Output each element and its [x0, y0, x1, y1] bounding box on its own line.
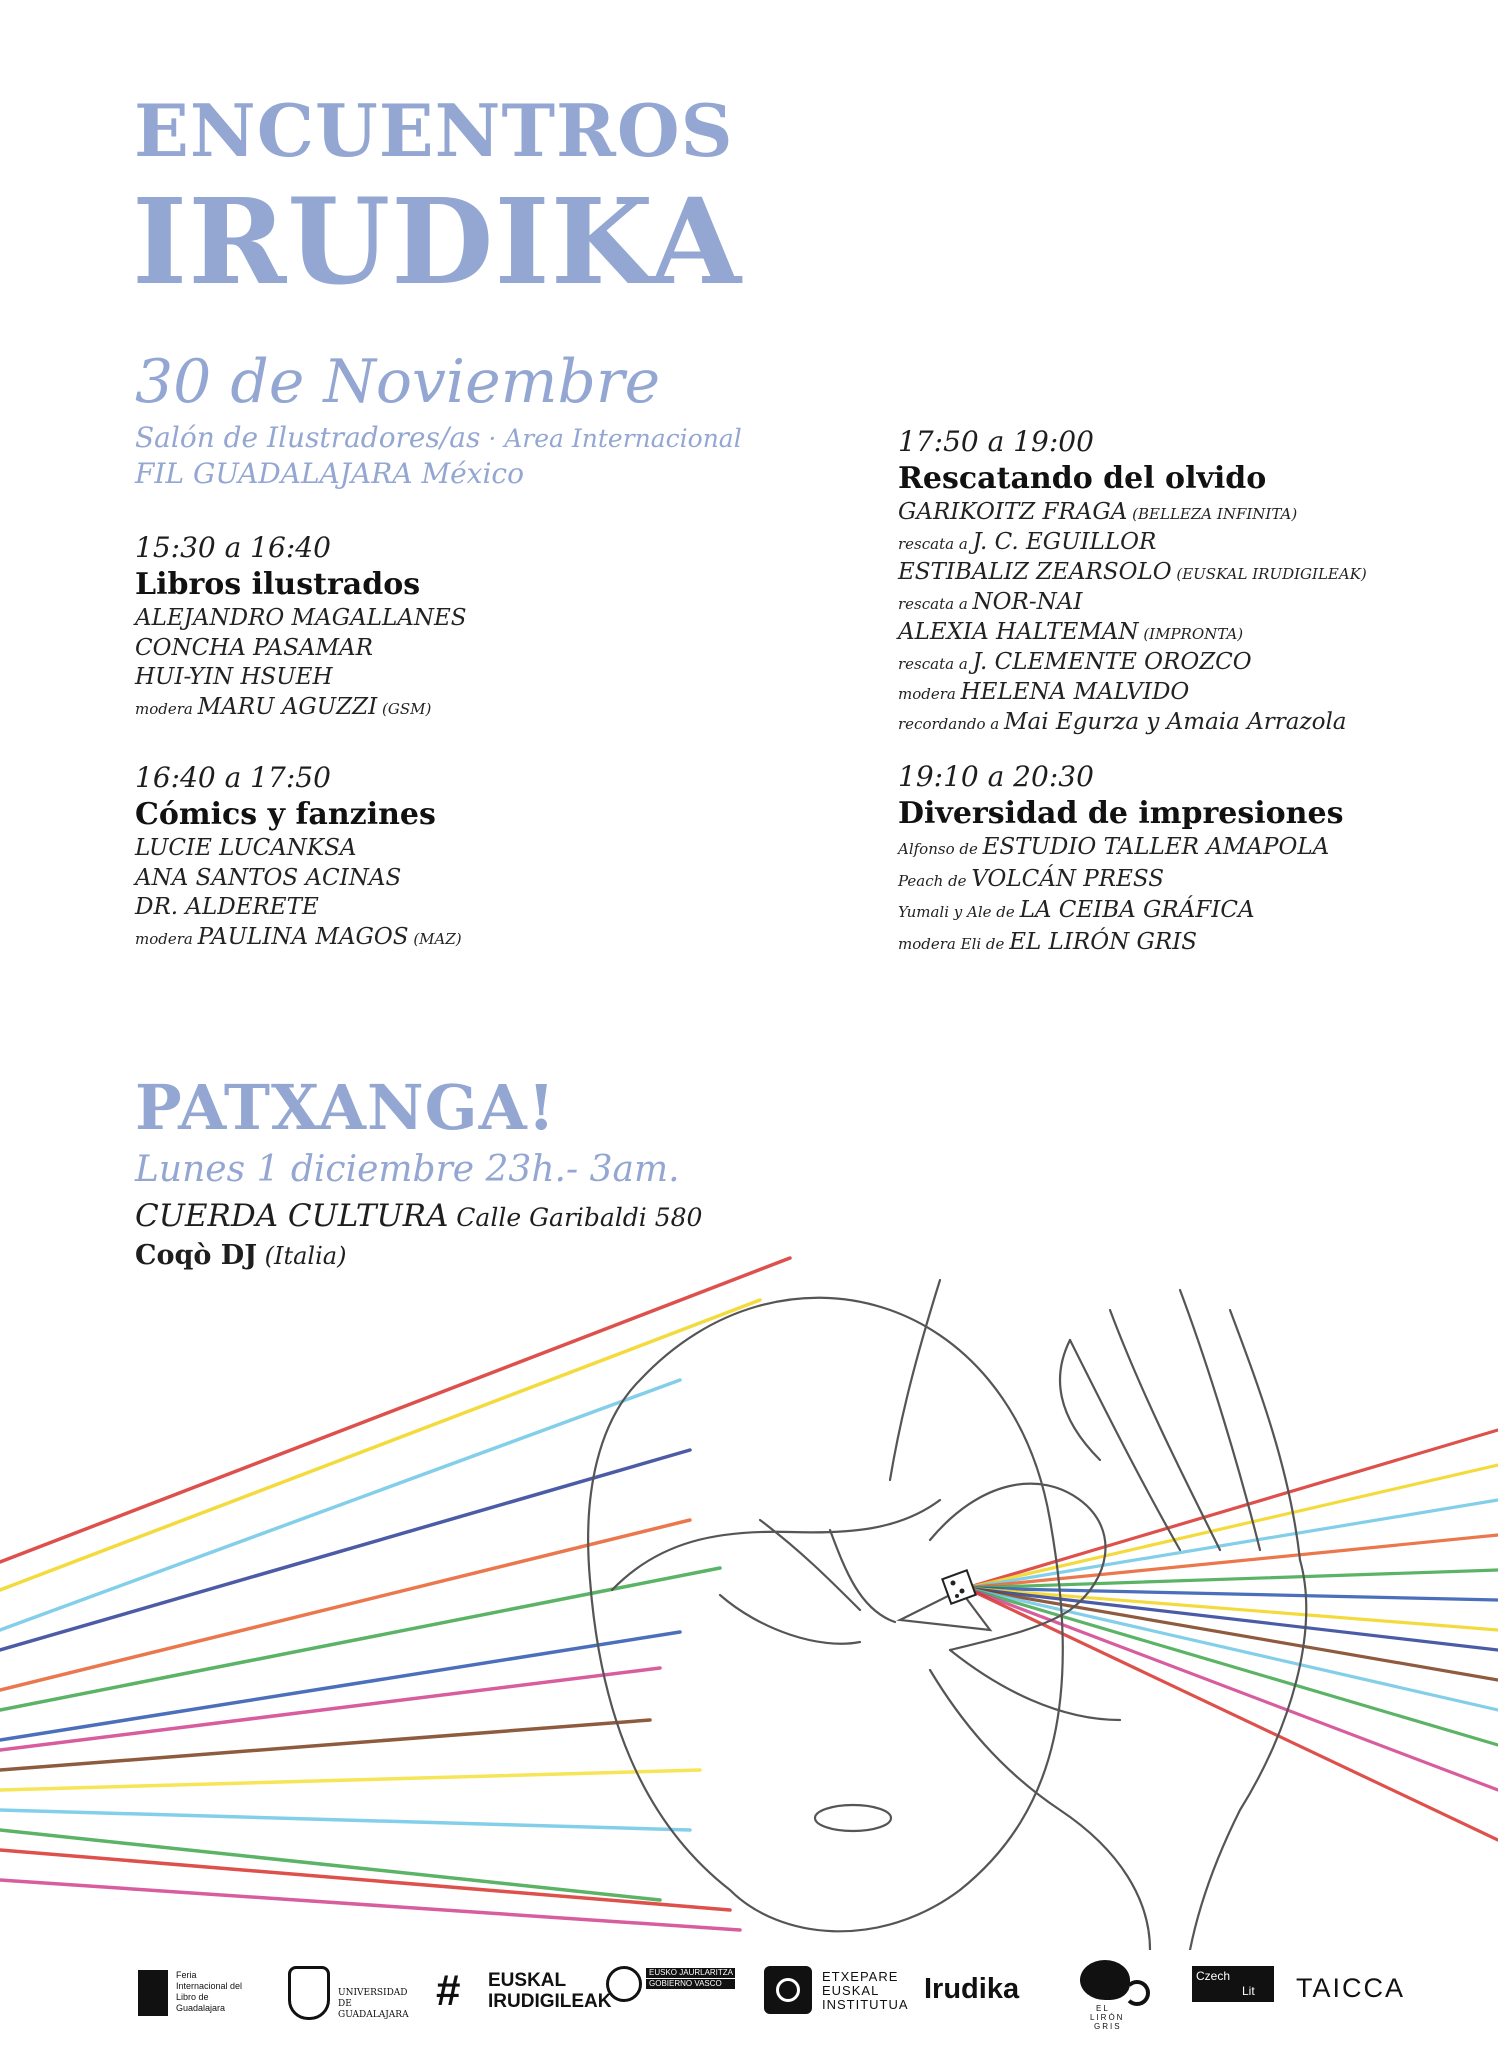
list-item: recordando a Mai Egurza y Amaia Arrazola	[898, 709, 1347, 735]
list-item: ANA SANTOS ACINAS	[135, 864, 402, 891]
list-item: CONCHA PASAMAR	[135, 634, 373, 661]
party-dj: Coqò DJ (Italia)	[135, 1240, 347, 1271]
session-diversidad	[898, 759, 1343, 959]
logo-irudika: Irudika	[924, 1973, 1020, 2005]
color-ray	[0, 1850, 730, 1910]
color-ray	[966, 1588, 1498, 1710]
list-item: rescata a J. CLEMENTE OROZCO	[898, 649, 1252, 675]
session-time: 15:30 a 16:40	[135, 531, 331, 564]
color-ray	[0, 1520, 690, 1690]
face-illustration	[0, 1250, 1498, 1950]
list-item: DR. ALDERETE	[135, 894, 319, 920]
color-ray	[966, 1588, 1498, 1840]
list-item: LUCIE LUCANKSA	[135, 835, 357, 861]
color-rays-right	[966, 1430, 1498, 1840]
title-line-2: IRUDIKA	[132, 172, 743, 311]
event-date: 30 de Noviembre	[135, 347, 661, 417]
session-libros	[135, 530, 467, 724]
list-item: modera HELENA MALVIDO	[898, 679, 1190, 705]
party-title: PATXANGA!	[135, 1071, 556, 1144]
list-item: HUI-YIN HSUEH	[135, 664, 333, 690]
party-when: Lunes 1 diciembre 23h.- 3am.	[135, 1149, 680, 1190]
color-ray	[0, 1770, 700, 1790]
title-line-1: ENCUENTROS	[134, 88, 734, 173]
party-place: CUERDA CULTURA Calle Garibaldi 580	[135, 1198, 703, 1234]
venue-line	[135, 420, 742, 457]
session-time: 19:10 a 20:30	[898, 760, 1094, 793]
color-ray	[0, 1880, 740, 1930]
session-comics	[135, 760, 462, 954]
list-item: rescata a J. C. EGUILLOR	[898, 529, 1157, 555]
list-item: modera PAULINA MAGOS (MAZ)	[135, 923, 462, 950]
color-ray	[0, 1830, 660, 1900]
session-title: Cómics y fanzines	[135, 797, 436, 832]
color-ray	[966, 1430, 1498, 1588]
venue-fair: FIL GUADALAJARA México	[135, 457, 524, 490]
color-ray	[0, 1380, 680, 1630]
list-item: ALEXIA HALTEMAN (IMPRONTA)	[898, 619, 1244, 645]
session-title: Libros ilustrados	[135, 567, 421, 602]
color-ray	[0, 1668, 660, 1750]
color-ray	[0, 1810, 690, 1830]
list-item: Yumali y Ale de LA CEIBA GRÁFICA	[898, 897, 1255, 923]
session-title: Diversidad de impresiones	[898, 796, 1344, 831]
list-item: ESTIBALIZ ZEARSOLO (EUSKAL IRUDIGILEAK)	[898, 559, 1367, 585]
color-ray	[0, 1258, 790, 1562]
session-rescatando	[898, 424, 1367, 738]
venue-separator: ·	[480, 424, 505, 453]
session-time: 17:50 a 19:00	[898, 425, 1094, 458]
venue-area: Area Internacional	[504, 424, 742, 453]
color-ray	[0, 1720, 650, 1770]
list-item: Peach de VOLCÁN PRESS	[898, 865, 1164, 892]
list-item: modera MARU AGUZZI (GSM)	[135, 693, 432, 720]
list-item: Alfonso de ESTUDIO TALLER AMAPOLA	[898, 834, 1330, 860]
session-time: 16:40 a 17:50	[135, 761, 331, 794]
sponsor-logos: Feria Internacional del Libro de Guadalajara UNIVERSIDAD DE GUADALAJARA # EUSKAL IRUDIGILEAK EUSKO JAURLARITZA GOBIERNO VASCO ETXEPARE EUSKAL INSTITUTUA Irudika EL LIRÓN GRIS Czech Lit TAICCA	[0, 1948, 1498, 2048]
dice-icon	[942, 1570, 975, 1603]
color-ray	[0, 1300, 760, 1590]
color-ray	[966, 1465, 1498, 1588]
logo-taicca: TAICCA	[1296, 1973, 1406, 2003]
list-item: GARIKOITZ FRAGA (BELLEZA INFINITA)	[898, 499, 1298, 525]
list-item: rescata a NOR-NAI	[898, 589, 1083, 615]
list-item: modera Eli de EL LIRÓN GRIS	[898, 928, 1198, 955]
venue-main: Salón de Ilustradores/as	[135, 421, 481, 454]
session-title: Rescatando del olvido	[898, 461, 1267, 496]
list-item: ALEJANDRO MAGALLANES	[135, 605, 467, 631]
